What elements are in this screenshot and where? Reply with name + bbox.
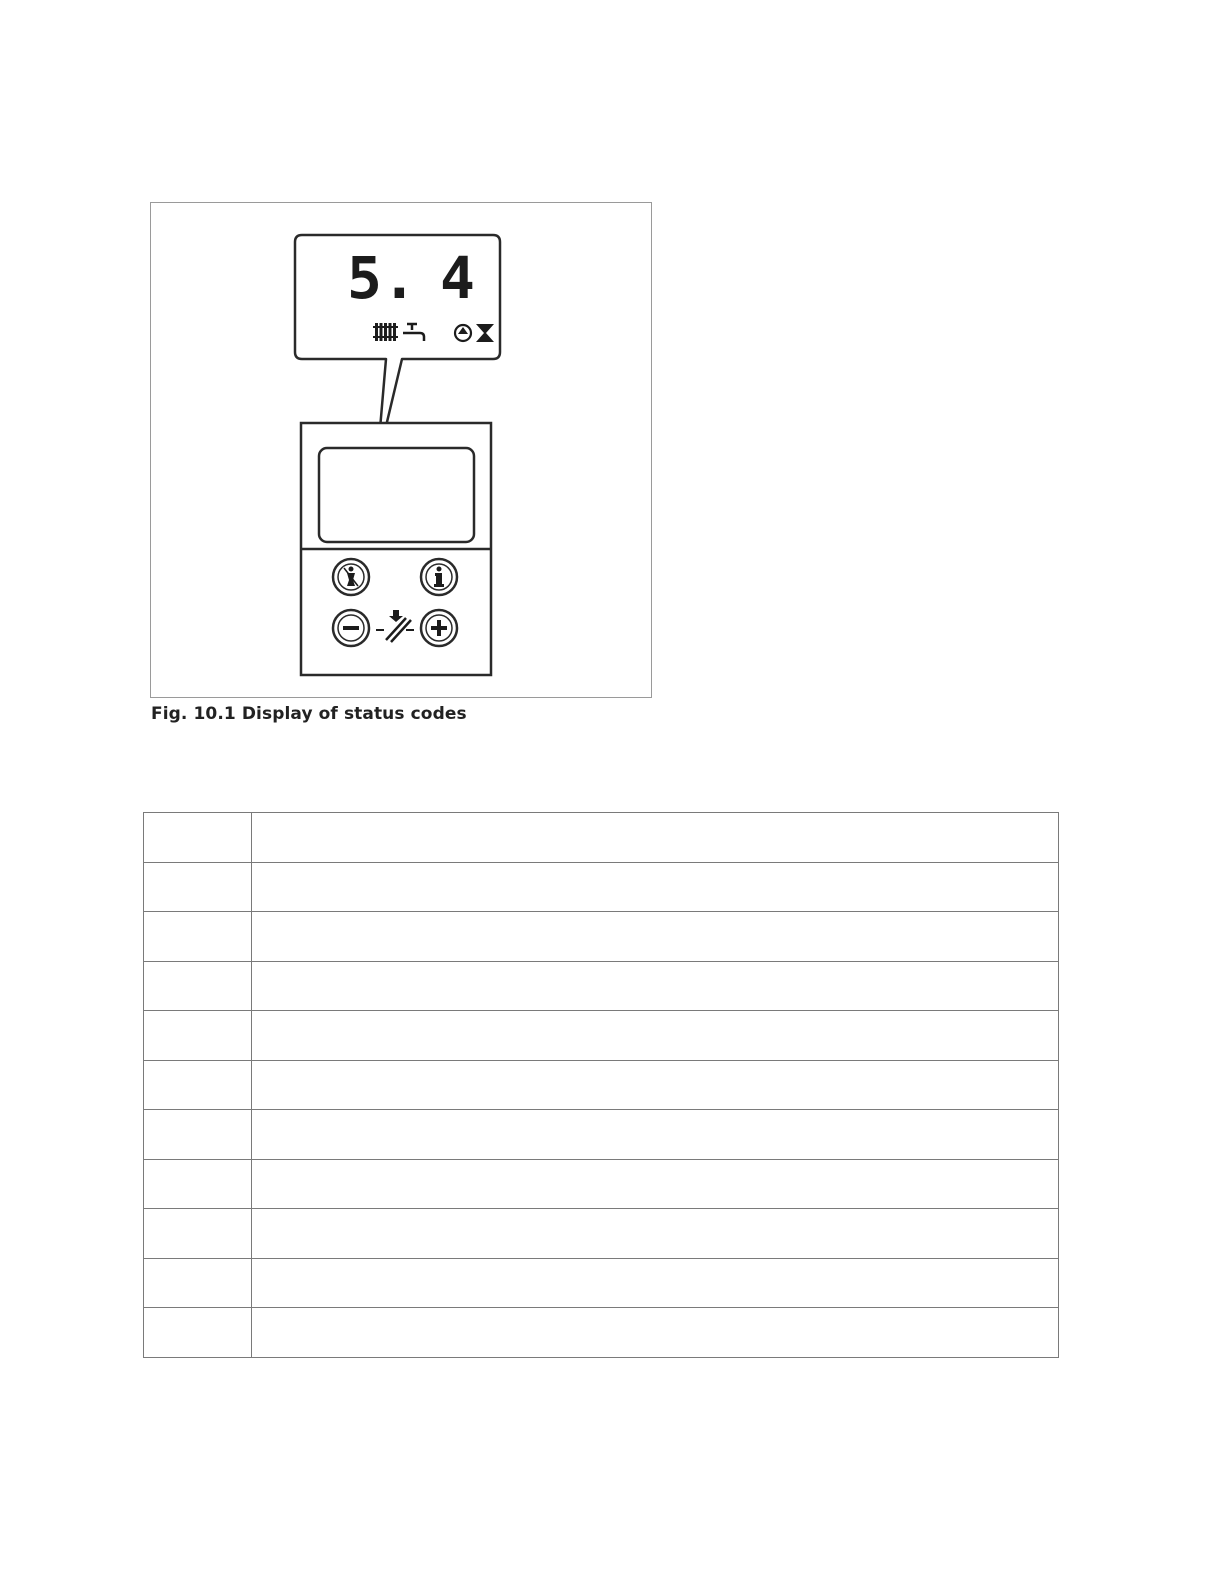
status-code-cell [144,862,252,912]
plus-button[interactable] [421,610,457,646]
table-row [144,1011,1059,1061]
status-code-cell [144,961,252,1011]
status-code-cell [144,1110,252,1160]
minus-button[interactable] [333,610,369,646]
status-code-cell [144,1308,252,1358]
status-meaning-cell [252,1308,1059,1358]
table-row [144,961,1059,1011]
status-meaning-cell [252,1209,1059,1259]
status-code-table [143,812,1059,1358]
info-button[interactable] [421,559,457,595]
figure-caption: Fig. 10.1 Display of status codes [151,704,467,724]
status-code-cell [144,813,252,863]
table-row [144,1159,1059,1209]
control-panel [301,423,491,675]
boiler-display-figure [150,202,652,698]
status-meaning-cell [252,813,1059,863]
status-code-cell [144,1209,252,1259]
table-row [144,912,1059,962]
status-meaning-cell [252,1011,1059,1061]
status-meaning-cell [252,961,1059,1011]
table-row [144,862,1059,912]
minus-icon [343,626,359,630]
status-code-cell [144,1060,252,1110]
table-row [144,1258,1059,1308]
table-row [144,1209,1059,1259]
display-code-digit: 4 [440,244,475,312]
status-meaning-cell [252,912,1059,962]
radiator-icon [373,323,398,341]
status-code-cell [144,1159,252,1209]
status-meaning-cell [252,1110,1059,1160]
display-status-digits: 5. [347,244,417,312]
table-row [144,1060,1059,1110]
chimney-sweep-button[interactable] [333,559,369,595]
table-row [144,813,1059,863]
status-code-cell [144,912,252,962]
status-meaning-cell [252,1258,1059,1308]
table-row [144,1110,1059,1160]
status-code-cell [144,1011,252,1061]
status-meaning-cell [252,862,1059,912]
status-code-cell [144,1258,252,1308]
status-meaning-cell [252,1060,1059,1110]
table-row [144,1308,1059,1358]
status-meaning-cell [252,1159,1059,1209]
